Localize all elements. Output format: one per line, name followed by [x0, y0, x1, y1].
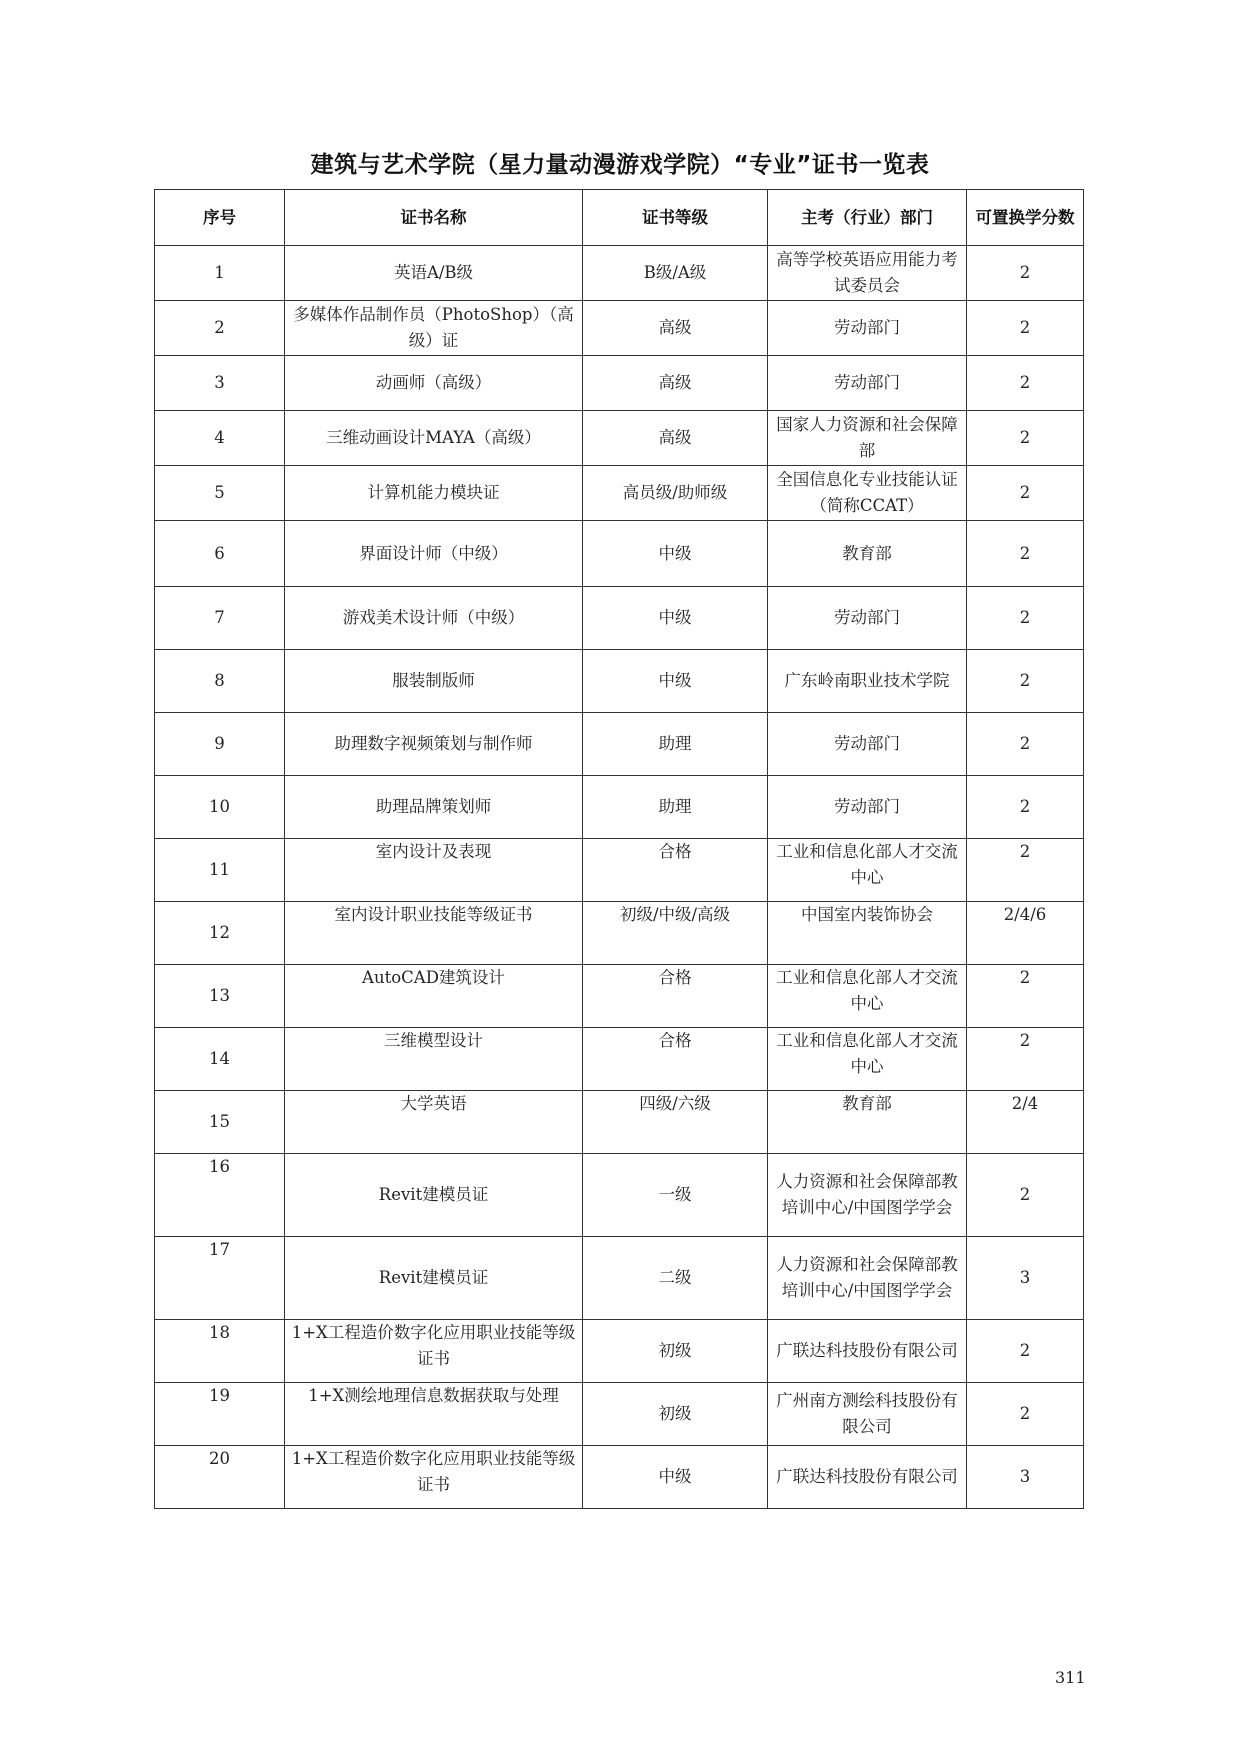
table-row [155, 466, 1084, 521]
row-cert-name: 室内设计职业技能等级证书 [285, 902, 583, 965]
row-authority: 广联达科技股份有限公司 [768, 1320, 967, 1383]
header-credits: 可置换学分数 [967, 190, 1084, 246]
row-credits: 2 [967, 839, 1084, 902]
row-index: 2 [155, 301, 285, 356]
row-cert-name: 三维动画设计MAYA（高级） [285, 411, 583, 466]
table-row [155, 839, 1084, 902]
row-index: 15 [155, 1091, 285, 1154]
table-row [155, 246, 1084, 301]
row-authority: 劳动部门 [768, 301, 967, 356]
table-header-row [155, 190, 1084, 246]
header-cert-name: 证书名称 [285, 190, 583, 246]
row-credits: 2 [967, 650, 1084, 713]
row-index: 3 [155, 356, 285, 411]
row-authority: 国家人力资源和社会保障部 [768, 411, 967, 466]
header-cert-level: 证书等级 [583, 190, 768, 246]
row-authority: 劳动部门 [768, 356, 967, 411]
row-cert-name: 大学英语 [285, 1091, 583, 1154]
row-index: 19 [155, 1383, 285, 1446]
row-cert-name: 1+X测绘地理信息数据获取与处理 [285, 1383, 583, 1446]
row-credits: 2 [967, 356, 1084, 411]
row-cert-level: 高级 [583, 301, 768, 356]
row-authority: 全国信息化专业技能认证（简称CCAT） [768, 466, 967, 521]
row-index: 12 [155, 902, 285, 965]
header-index: 序号 [155, 190, 285, 246]
table-row [155, 411, 1084, 466]
row-authority: 劳动部门 [768, 776, 967, 839]
row-cert-name: Revit建模员证 [285, 1237, 583, 1320]
row-authority: 工业和信息化部人才交流中心 [768, 965, 967, 1028]
row-credits: 3 [967, 1446, 1084, 1509]
row-index: 18 [155, 1320, 285, 1383]
row-authority: 高等学校英语应用能力考试委员会 [768, 246, 967, 301]
row-authority: 劳动部门 [768, 713, 967, 776]
row-cert-level: 一级 [583, 1154, 768, 1237]
row-cert-level: 初级/中级/高级 [583, 902, 768, 965]
row-credits: 2 [967, 965, 1084, 1028]
row-index: 13 [155, 965, 285, 1028]
row-cert-level: 二级 [583, 1237, 768, 1320]
table-row [155, 1383, 1084, 1446]
table-row [155, 713, 1084, 776]
row-index: 10 [155, 776, 285, 839]
table-row [155, 1320, 1084, 1383]
row-cert-name: 动画师（高级） [285, 356, 583, 411]
table-row [155, 587, 1084, 650]
row-index: 1 [155, 246, 285, 301]
row-cert-level: 初级 [583, 1383, 768, 1446]
row-credits: 2/4 [967, 1091, 1084, 1154]
table-row [155, 1154, 1084, 1237]
table-row [155, 1237, 1084, 1320]
row-authority: 广东岭南职业技术学院 [768, 650, 967, 713]
row-authority: 教育部 [768, 521, 967, 587]
row-index: 20 [155, 1446, 285, 1509]
row-authority: 广州南方测绘科技股份有限公司 [768, 1383, 967, 1446]
row-credits: 2 [967, 521, 1084, 587]
row-cert-level: 合格 [583, 1028, 768, 1091]
row-credits: 2 [967, 1383, 1084, 1446]
row-authority: 教育部 [768, 1091, 967, 1154]
row-index: 17 [155, 1237, 285, 1320]
row-cert-name: 界面设计师（中级） [285, 521, 583, 587]
row-cert-level: 四级/六级 [583, 1091, 768, 1154]
row-cert-name: 三维模型设计 [285, 1028, 583, 1091]
certificate-table [154, 189, 1084, 1509]
page-number: 311 [1055, 1668, 1086, 1687]
table-row [155, 650, 1084, 713]
row-index: 9 [155, 713, 285, 776]
row-credits: 2 [967, 466, 1084, 521]
row-cert-level: 合格 [583, 839, 768, 902]
table-row [155, 356, 1084, 411]
row-cert-name: 助理数字视频策划与制作师 [285, 713, 583, 776]
row-credits: 2 [967, 1154, 1084, 1237]
row-index: 14 [155, 1028, 285, 1091]
row-cert-name: 助理品牌策划师 [285, 776, 583, 839]
row-index: 11 [155, 839, 285, 902]
row-cert-level: 助理 [583, 776, 768, 839]
row-index: 5 [155, 466, 285, 521]
row-credits: 3 [967, 1237, 1084, 1320]
table-row [155, 776, 1084, 839]
row-credits: 2 [967, 776, 1084, 839]
table-row [155, 1028, 1084, 1091]
row-index: 16 [155, 1154, 285, 1237]
row-cert-name: 游戏美术设计师（中级） [285, 587, 583, 650]
row-cert-name: 1+X工程造价数字化应用职业技能等级证书 [285, 1446, 583, 1509]
row-authority: 工业和信息化部人才交流中心 [768, 1028, 967, 1091]
row-cert-level: B级/A级 [583, 246, 768, 301]
row-index: 7 [155, 587, 285, 650]
row-cert-name: 多媒体作品制作员（PhotoShop）（高级）证 [285, 301, 583, 356]
row-cert-level: 高级 [583, 411, 768, 466]
table-row [155, 1446, 1084, 1509]
row-cert-level: 中级 [583, 587, 768, 650]
row-cert-level: 中级 [583, 521, 768, 587]
row-cert-level: 中级 [583, 650, 768, 713]
table-row [155, 902, 1084, 965]
table-row [155, 521, 1084, 587]
row-credits: 2 [967, 587, 1084, 650]
row-authority: 工业和信息化部人才交流中心 [768, 839, 967, 902]
row-cert-name: AutoCAD建筑设计 [285, 965, 583, 1028]
row-index: 4 [155, 411, 285, 466]
row-cert-level: 中级 [583, 1446, 768, 1509]
row-credits: 2/4/6 [967, 902, 1084, 965]
row-cert-level: 高级 [583, 356, 768, 411]
header-authority: 主考（行业）部门 [768, 190, 967, 246]
row-cert-name: 室内设计及表现 [285, 839, 583, 902]
row-authority: 人力资源和社会保障部教培训中心/中国图学学会 [768, 1237, 967, 1320]
table-row [155, 301, 1084, 356]
row-cert-name: 1+X工程造价数字化应用职业技能等级证书 [285, 1320, 583, 1383]
row-cert-level: 初级 [583, 1320, 768, 1383]
row-cert-level: 助理 [583, 713, 768, 776]
document-title: 建筑与艺术学院（星力量动漫游戏学院）“专业”证书一览表 [310, 152, 930, 178]
row-credits: 2 [967, 246, 1084, 301]
table-row [155, 1091, 1084, 1154]
row-credits: 2 [967, 1028, 1084, 1091]
row-authority: 中国室内装饰协会 [768, 902, 967, 965]
row-authority: 劳动部门 [768, 587, 967, 650]
row-authority: 人力资源和社会保障部教培训中心/中国图学学会 [768, 1154, 967, 1237]
row-index: 8 [155, 650, 285, 713]
row-credits: 2 [967, 301, 1084, 356]
row-cert-level: 合格 [583, 965, 768, 1028]
row-cert-name: Revit建模员证 [285, 1154, 583, 1237]
row-credits: 2 [967, 713, 1084, 776]
table-row [155, 965, 1084, 1028]
row-cert-name: 计算机能力模块证 [285, 466, 583, 521]
row-index: 6 [155, 521, 285, 587]
row-credits: 2 [967, 411, 1084, 466]
row-cert-level: 高员级/助师级 [583, 466, 768, 521]
row-cert-name: 服装制版师 [285, 650, 583, 713]
row-credits: 2 [967, 1320, 1084, 1383]
row-cert-name: 英语A/B级 [285, 246, 583, 301]
row-authority: 广联达科技股份有限公司 [768, 1446, 967, 1509]
